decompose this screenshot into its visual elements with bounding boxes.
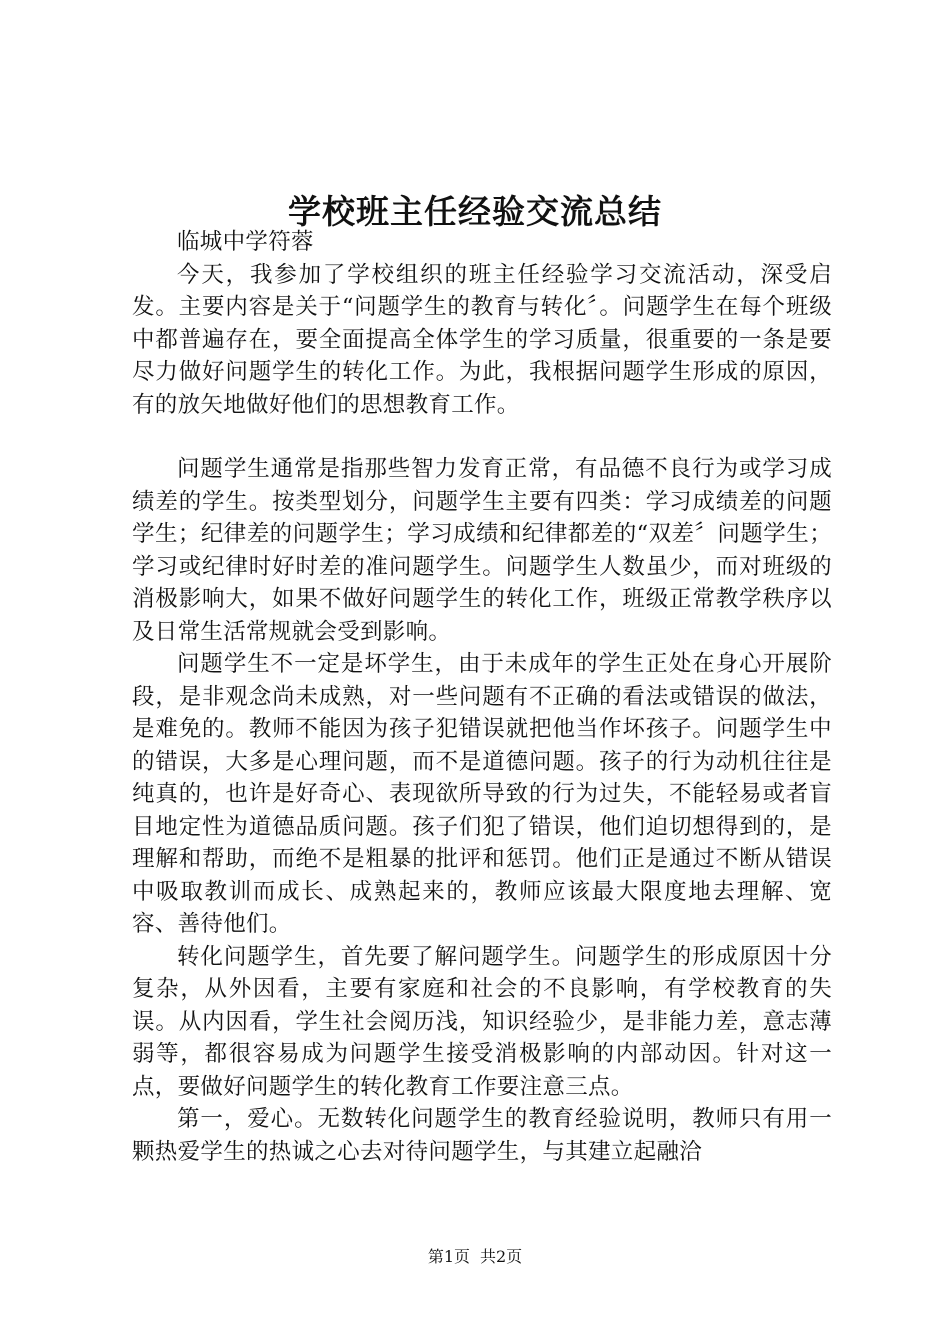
paragraph-intro: 今天，我参加了学校组织的班主任经验学习交流活动，深受启发。主要内容是关于“问题学生的教育与转化〞。问题学生在每个班级中都普遍存在，要全面提高全体学生的学习质量，很重要的一条是要尽力做好问题学生的转化工作。为此，我根据问题学生形成的原因，有的放矢地做好他们的思想教育工作。 xyxy=(132,261,832,418)
paragraph-definition: 问题学生通常是指那些智力发育正常，有品德不良行为或学习成绩差的学生。按类型划分，问题学生主要有四类：学习成绩差的问题学生；纪律差的问题学生；学习成绩和纪律都差的“双差〞问题学生；学习或纪律时好时差的准问题学生。问题学生人数虽少，而对班级的消极影响大，如果不做好问题学生的转化工作，班级正常教学秩序以及日常生活常规就会受到影响。 xyxy=(132,456,832,645)
document-body xyxy=(132,226,832,1168)
paragraph-first-point: 第一，爱心。无数转化问题学生的教育经验说明，教师只有用一颗热爱学生的热诚之心去对待问题学生，与其建立起融洽 xyxy=(132,1106,832,1165)
page-total: 共2页 xyxy=(480,1247,523,1266)
document-title: 学校班主任经验交流总结 xyxy=(288,192,662,231)
page-number: 第1页 xyxy=(427,1247,470,1266)
author-line: 临城中学符蓉 xyxy=(177,229,314,255)
page-footer xyxy=(0,1244,950,1267)
paragraph-not-bad-students: 问题学生不一定是坏学生，由于未成年的学生正处在身心开展阶段，是非观念尚未成熟，对一些问题有不正确的看法或错误的做法，是难免的。教师不能因为孩子犯错误就把他当作坏孩子。问题学生中的错误，大多是心理问题，而不是道德问题。孩子的行为动机往往是纯真的，也许是好奇心、表现欲所导致的行为过失，不能轻易或者盲目地定性为道德品质问题。孩子们犯了错误，他们迫切想得到的，是理解和帮助，而绝不是粗暴的批评和惩罚。他们正是通过不断从错误中吸取教训而成长、成熟起来的，教师应该最大限度地去理解、宽容、善待他们。 xyxy=(132,651,832,937)
paragraph-understanding: 转化问题学生，首先要了解问题学生。问题学生的形成原因十分复杂，从外因看，主要有家庭和社会的不良影响，有学校教育的失误。从内因看，学生社会阅历浅，知识经验少，是非能力差，意志薄弱等，都很容易成为问题学生接受消极影响的内部动因。针对这一点，要做好问题学生的转化教育工作要注意三点。 xyxy=(132,943,832,1100)
